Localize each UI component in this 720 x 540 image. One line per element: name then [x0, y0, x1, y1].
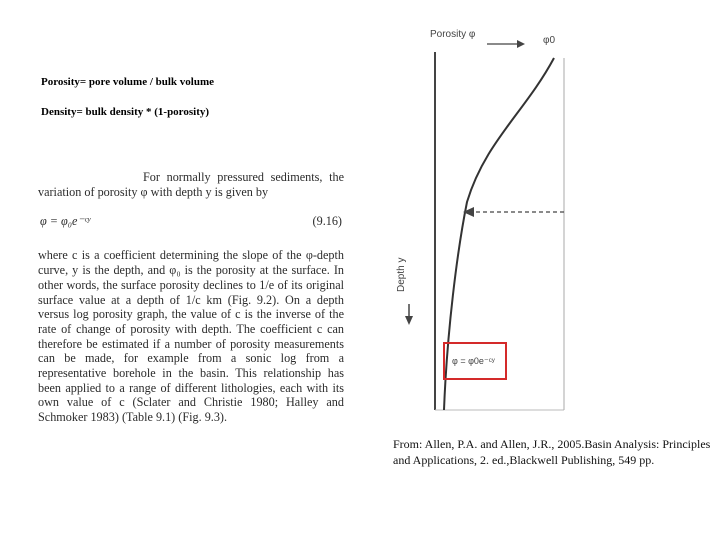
textbook-excerpt [38, 170, 344, 470]
relation-highlight-box [443, 342, 507, 380]
porosity-axis-label: Porosity φ [430, 29, 476, 40]
source-credit: From: Allen, P.A. and Allen, J.R., 2005.Basin Analysis: Principles and Applications, 2. ed.,Blackwell Publishing, 549 pp. [393, 437, 711, 467]
excerpt-body: where c is a coefficient determining the slope of the φ-depth curve, y is the depth, and φ₀ is the porosity at the surface. In other words, the surface porosity declines to 1/e of its original surface value at a depth of 1/c km (Fig. 9.2). On a depth versus log porosity graph, the value of c is the inverse of the rate of change of porosity with depth. The coefficient c can therefore be estimated if a number of porosity measurements can be made, for example from a sonic log from a representative borehole in the basin. This relationship has been applied to a range of different lithologies, each with its own value of c (Sclater and Christie 1980; Halley and Schmoker 1983) (Table 9.1) (Fig. 9.3). [38, 248, 344, 425]
porosity-arrow-head [517, 40, 525, 48]
porosity-equation: φ = φ₀e⁻ᶜʸ [40, 214, 91, 229]
depth-axis-label: Depth y [396, 257, 407, 292]
density-definition: Density= bulk density * (1-porosity) [41, 106, 210, 118]
equation-number: (9.16) [312, 214, 342, 229]
porosity-depth-figure [395, 22, 575, 417]
relation-label: φ = φ0e⁻ᶜʸ [452, 356, 495, 366]
surface-porosity-label: φ0 [543, 35, 556, 46]
equation-row [38, 212, 344, 232]
porosity-definition: Porosity= pore volume / bulk volume [41, 76, 215, 88]
depth-arrow-down [405, 316, 413, 325]
excerpt-intro: For normally pressured sediments, the variation of porosity φ with depth y is given by [38, 170, 344, 199]
